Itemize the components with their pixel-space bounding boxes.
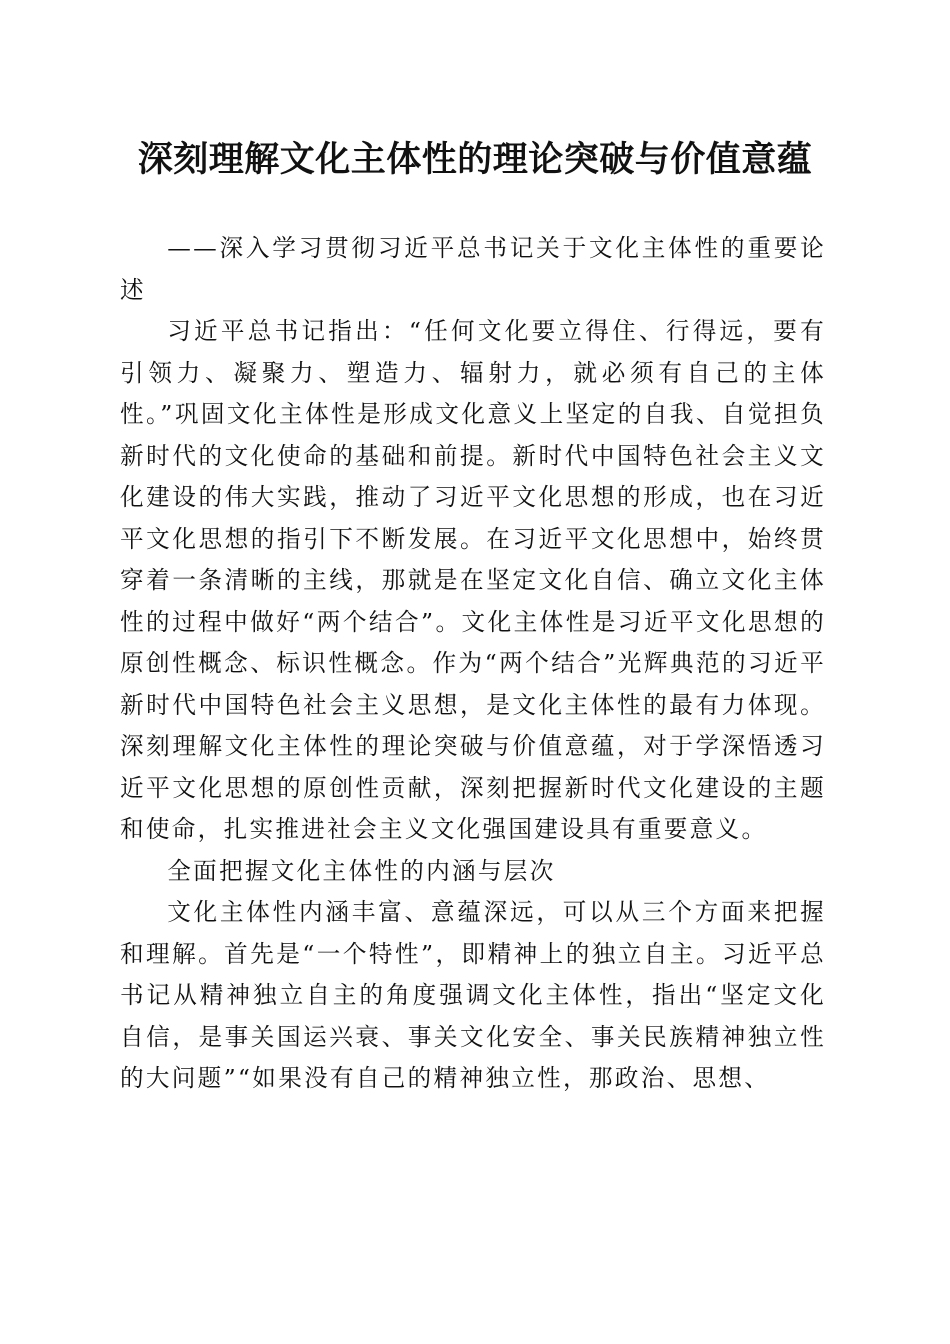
document-body (120, 228, 826, 1100)
intro-paragraph: 习近平总书记指出：“任何文化要立得住、行得远，要有引领力、凝聚力、塑造力、辐射力，就必须有自己的主体性。”巩固文化主体性是形成文化意义上坚定的自我、自觉担负新时代的文化使命的基础和前提。新时代中国特色社会主义文化建设的伟大实践，推动了习近平文化思想的形成，也在习近平文化思想的指引下不断发展。在习近平文化思想中，始终贯穿着一条清晰的主线，那就是在坚定文化自信、确立文化主体性的过程中做好“两个结合”。文化主体性是习近平文化思想的原创性概念、标识性概念。作为“两个结合”光辉典范的习近平新时代中国特色社会主义思想，是文化主体性的最有力体现。深刻理解文化主体性的理论突破与价值意蕴，对于学深悟透习近平文化思想的原创性贡献，深刻把握新时代文化建设的主题和使命，扎实推进社会主义文化强国建设具有重要意义。 (120, 317, 826, 843)
document-title: 深刻理解文化主体性的理论突破与价值意蕴 (137, 139, 813, 180)
section-paragraph: 文化主体性内涵丰富、意蕴深远，可以从三个方面来把握和理解。首先是“一个特性”，即精神上的独立自主。习近平总书记从精神独立自主的角度强调文化主体性，指出“坚定文化自信，是事关国运兴衰、事关文化安全、事关民族精神独立性的大问题”“如果没有自己的精神独立性，那政治、思想、 (120, 898, 826, 1092)
section-heading: 全面把握文化主体性的内涵与层次 (167, 856, 556, 885)
subtitle: ——深入学习贯彻习近平总书记关于文化主体性的重要论述 (120, 234, 826, 304)
